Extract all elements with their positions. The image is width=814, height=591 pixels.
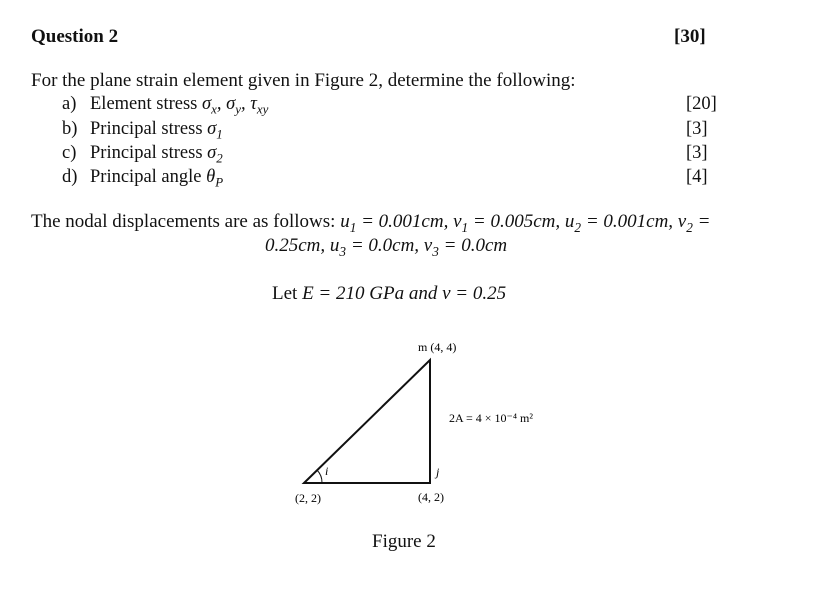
part-math: $\sigma_x$, $\sigma_y$, $\tau_{xy}$	[202, 94, 269, 117]
part-text: Principal stress	[90, 119, 208, 139]
part-marks: [3]	[686, 119, 708, 139]
part-text: Principal stress	[90, 143, 208, 163]
node-m-label: m (4, 4)	[418, 340, 457, 354]
part-label: b)	[62, 119, 78, 139]
part-marks: [20]	[686, 94, 717, 114]
question-intro: For the plane strain element given in Figure 2, determine the following:	[31, 70, 576, 91]
node-j-letter: j	[436, 465, 440, 479]
figure-caption: Figure 2	[372, 531, 436, 552]
angle-arc-i	[317, 470, 322, 483]
part-label: c)	[62, 143, 77, 163]
part-label: d)	[62, 167, 78, 187]
part-math: $\theta_P$	[206, 167, 224, 190]
part-text: Element stress	[90, 94, 203, 114]
displacements-math-1: $u_1 = 0.001cm$, $v_1 = 0.005cm$, $u_2 = 0.001cm$, $v_2$ =	[340, 211, 711, 235]
material-lead: Let	[272, 283, 303, 304]
material-math: E = 210 GPa and v = 0.25	[302, 283, 507, 304]
displacements-lead: The nodal displacements are as follows:	[31, 211, 341, 232]
part-math: $\sigma_1$	[207, 119, 223, 142]
displacements-line-2: 0.25cm, $u_3 = 0.0cm$, $v_3 = 0.0cm$	[265, 235, 508, 259]
area-label: 2A = 4 × 10⁻⁴ m²	[449, 411, 533, 425]
part-marks: [3]	[686, 143, 708, 163]
node-i-coord: (2, 2)	[295, 491, 321, 505]
part-marks: [4]	[686, 167, 708, 187]
part-text: Principal angle	[90, 167, 207, 187]
node-i-letter: i	[325, 464, 329, 478]
part-label: a)	[62, 94, 77, 114]
question-total-marks: [30]	[674, 26, 706, 47]
triangle-element	[304, 360, 430, 483]
question-title: Question 2	[31, 26, 119, 47]
part-math: $\sigma_2$	[207, 143, 223, 166]
node-j-coord: (4, 2)	[418, 490, 444, 504]
